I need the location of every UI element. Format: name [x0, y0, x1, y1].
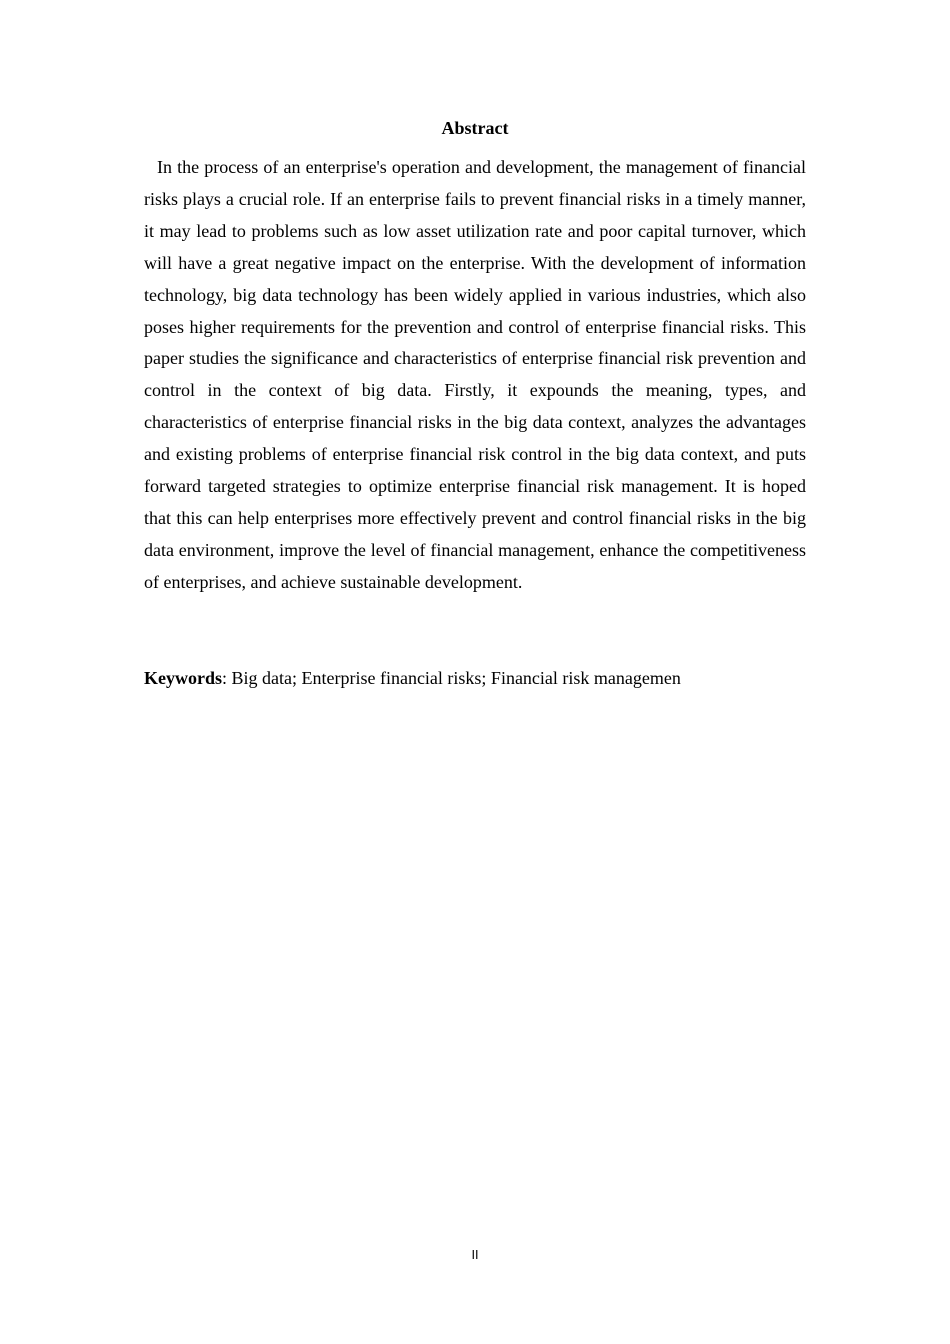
keywords-label: Keywords [144, 668, 222, 688]
keywords-text: : Big data; Enterprise financial risks; Financial risk managemen [222, 668, 681, 688]
keywords-line [144, 663, 844, 694]
abstract-heading: Abstract [441, 118, 509, 138]
abstract-body-text: In the process of an enterprise's operation and development, the management of financial risks plays a crucial role. If an enterprise fails to prevent financial risks in a timely manner, it may lead to problems such as low asset utilization rate and poor capital turnover, which will have a great negative impact on the enterprise. With the development of information technology, big data technology has been widely applied in various industries, which also poses higher requirements for the prevention and control of enterprise financial risks. This paper studies the significance and characteristics of enterprise financial risk prevention and control in the context of big data. Firstly, it expounds the meaning, types, and characteristics of enterprise financial risks in the big data context, analyzes the advantages and existing problems of enterprise financial risk control in the big data context, and puts forward targeted strategies to optimize enterprise financial risk management. It is hoped that this can help enterprises more effectively prevent and control financial risks in the big data environment, improve the level of financial management, enhance the competitiveness of enterprises, and achieve sustainable development. [144, 157, 806, 592]
page-number: II [471, 1248, 479, 1262]
